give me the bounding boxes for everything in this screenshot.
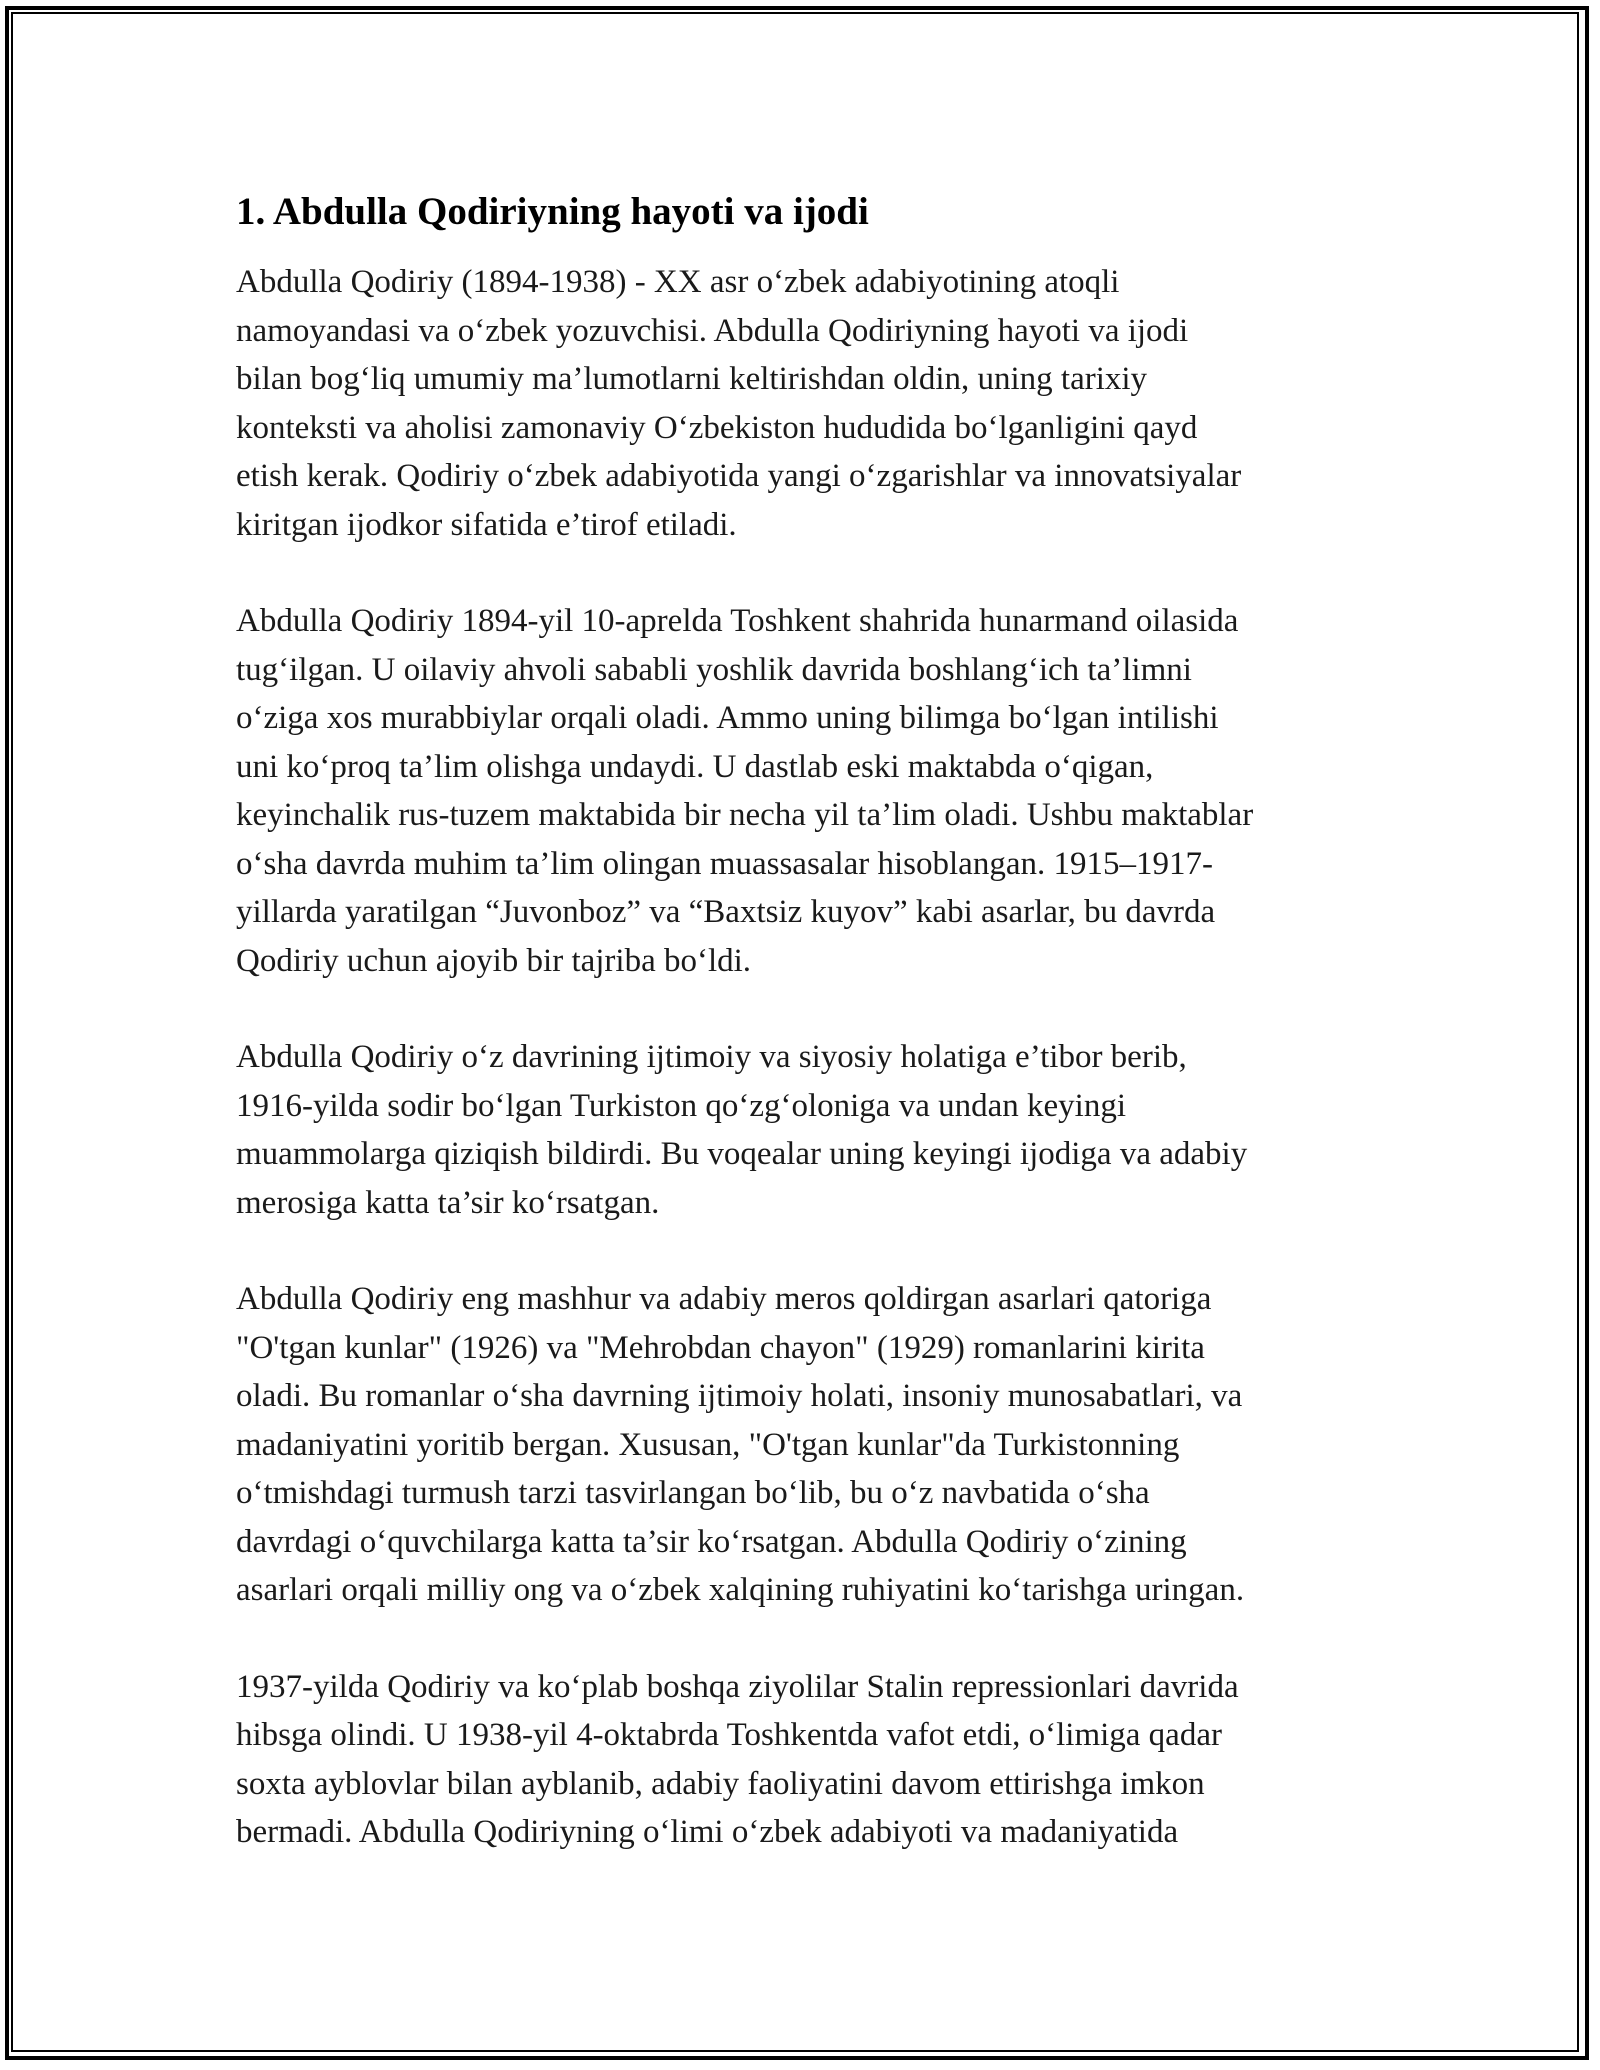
text-line: oladi. Bu romanlar o‘sha davrning ijtimoiy holati, insoniy munosabatlari, va [236,1378,1243,1414]
paragraph-major-works [236,1275,1376,1615]
document-body [236,186,1376,1905]
paragraph-repression [236,1663,1376,1857]
text-line: konteksti va aholisi zamonaviy O‘zbekiston hududida bo‘lganligini qayd [236,409,1198,446]
text-line: soxta ayblovlar bilan ayblanib, adabiy faoliyatini davom ettirishga imkon [236,1765,1205,1802]
text-line: 1916-yilda sodir bo‘lgan Turkiston qo‘zg‘oloniga va undan keyingi [236,1087,1126,1124]
text-line: Abdulla Qodiriy 1894-yil 10-aprelda Toshkent shahrida hunarmand oilasida [236,603,1239,639]
text-line: tug‘ilgan. U oilaviy ahvoli sababli yoshlik davrida boshlang‘ich ta’limni [236,651,1192,688]
text-line: etish kerak. Qodiriy o‘zbek adabiyotida yangi o‘zgarishlar va innovatsiyalar [236,458,1242,494]
section-title: 1. Abdulla Qodiriyning hayoti va ijodi [236,190,869,233]
text-line: "O'tgan kunlar" (1926) va "Mehrobdan chayon" (1929) romanlarini kirita [236,1329,1205,1366]
text-line: bilan bog‘liq umumiy ma’lumotlarni keltirishdan oldin, uning tarixiy [236,361,1148,397]
text-line: o‘tmishdagi turmush tarzi tasvirlangan bo‘lib, bu o‘z navbatida o‘sha [236,1475,1150,1511]
text-line: Abdulla Qodiriy (1894-1938) - XX asr o‘zbek adabiyotining atoqli [236,264,1120,300]
paragraph-social-context [236,1033,1376,1227]
text-line: kiritgan ijodkor sifatida e’tirof etiladi. [236,506,737,543]
text-line: merosiga katta ta’sir ko‘rsatgan. [236,1184,660,1221]
text-line: hibsga olindi. U 1938-yil 4-oktabrda Toshkentda vafot etdi, o‘limiga qadar [236,1717,1222,1753]
text-line: Qodiriy uchun ajoyib bir tajriba bo‘ldi. [236,942,752,979]
text-line: Abdulla Qodiriy o‘z davrining ijtimoiy va siyosiy holatiga e’tibor berib, [236,1039,1187,1075]
text-line: o‘sha davrda muhim ta’lim olingan muassasalar hisoblangan. 1915–1917- [236,845,1213,882]
text-line: Abdulla Qodiriy eng mashhur va adabiy meros qoldirgan asarlari qatoriga [236,1281,1212,1317]
text-line: uni ko‘proq ta’lim olishga undaydi. U dastlab eski maktabda o‘qigan, [236,748,1154,785]
text-line: muammolarga qiziqish bildirdi. Bu voqealar uning keyingi ijodiga va adabiy [236,1136,1248,1172]
paragraph-introduction [236,258,1376,549]
text-line: asarlari orqali milliy ong va o‘zbek xalqining ruhiyatini ko‘tarishga uringan. [236,1572,1245,1608]
text-line: 1937-yilda Qodiriy va ko‘plab boshqa ziyolilar Stalin repressionlari davrida [236,1668,1239,1705]
text-line: o‘ziga xos murabbiylar orqali oladi. Ammo uning bilimga bo‘lgan intilishi [236,700,1219,736]
text-line: davrdagi o‘quvchilarga katta ta’sir ko‘rsatgan. Abdulla Qodiriy o‘zining [236,1523,1187,1560]
paragraph-early-life [236,597,1376,985]
text-line: madaniyatini yoritib bergan. Xususan, "O'tgan kunlar"da Turkistonning [236,1426,1180,1463]
text-line: yillarda yaratilgan “Juvonboz” va “Baxtsiz kuyov” kabi asarlar, bu davrda [236,894,1216,930]
text-line: namoyandasi va o‘zbek yozuvchisi. Abdulla Qodiriyning hayoti va ijodi [236,312,1189,349]
text-line: keyinchalik rus-tuzem maktabida bir necha yil ta’lim oladi. Ushbu maktablar [236,797,1254,833]
text-line: bermadi. Abdulla Qodiriyning o‘limi o‘zbek adabiyoti va madaniyatida [236,1814,1179,1850]
